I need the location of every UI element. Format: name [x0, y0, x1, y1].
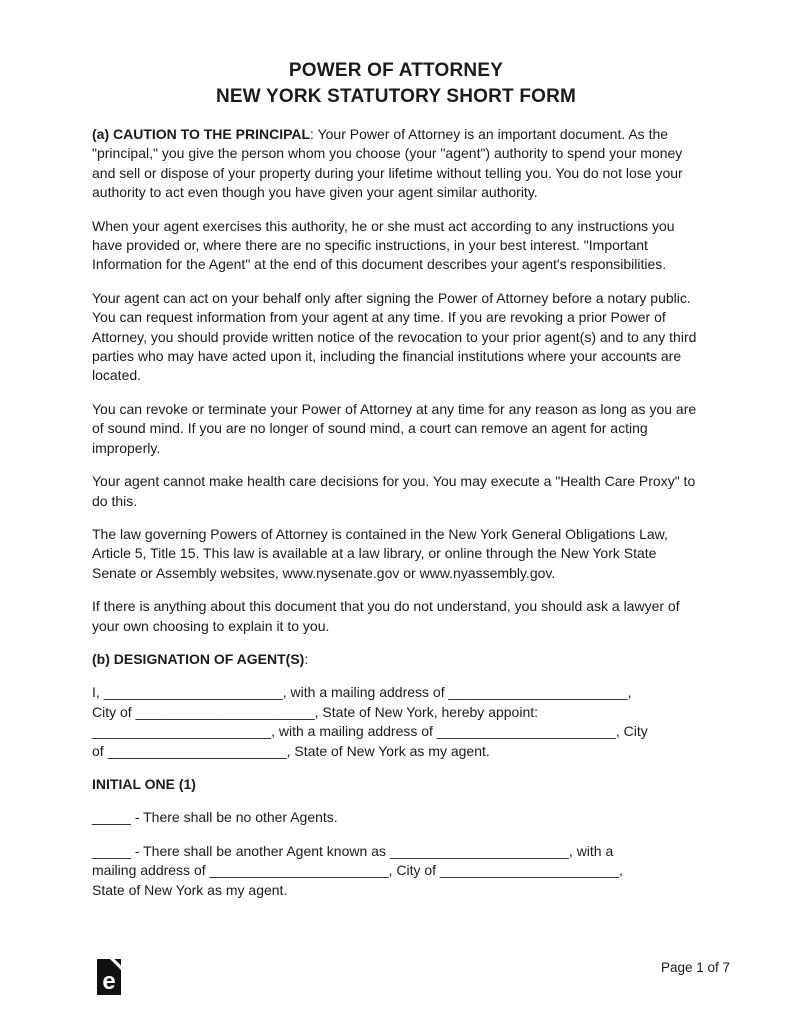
- designation-heading: [92, 650, 700, 669]
- title-line-2: NEW YORK STATUTORY SHORT FORM: [215, 86, 577, 107]
- paragraph-ask-lawyer: If there is anything about this document that you do not understand, you should ask a lawyer of your own choosing to explain it to you.: [92, 598, 680, 634]
- paragraph-notary: Your agent can act on your behalf only after signing the Power of Attorney before a notary public. You can request information from your agent at any time. If you are revoking a prior Power of Attorney, you should provide written notice of the revocation to your prior agent(s) and to any third parties who may have acted upon it, including the financial institutions where your accounts are located.: [92, 289, 697, 384]
- title-line-1: POWER OF ATTORNEY: [288, 60, 504, 81]
- caution-label: (a) CAUTION TO THE PRINCIPAL: [92, 126, 311, 142]
- option-no-other-agents: _____ - There shall be no other Agents.: [92, 809, 338, 826]
- another-agent-line-2: mailing address of _______________________, City of _______________________,: [92, 862, 623, 879]
- designation-line-3: _______________________, with a mailing address of _______________________, City: [92, 723, 648, 740]
- designation-heading-label: (b) DESIGNATION OF AGENT(S): [92, 650, 305, 667]
- option-another-agent: [92, 842, 700, 900]
- designation-line-1: I, _______________________, with a mailing address of _______________________,: [92, 684, 632, 701]
- paragraph-caution: [92, 125, 700, 203]
- another-agent-line-1: _____ - There shall be another Agent known as _______________________, with a: [92, 842, 614, 859]
- eforms-logo-icon: [97, 959, 121, 995]
- initial-one-heading: INITIAL ONE (1): [92, 775, 196, 792]
- paragraph-health-care: Your agent cannot make health care decisions for you. You may execute a "Health Care Proxy" to do this.: [92, 473, 696, 509]
- designation-line-4: of _______________________, State of New York as my agent.: [92, 742, 490, 759]
- paragraph-revoke: You can revoke or terminate your Power of Attorney at any time for any reason as long as you are of sound mind. If you are no longer of sound mind, a court can remove an agent for acting improperly.: [92, 400, 697, 456]
- document-title: [92, 58, 700, 110]
- designation-body: [92, 683, 700, 761]
- caution-text: : Your Power of Attorney is an important document. As the "principal," you give the person whom you choose (your "agent") authority to spend your money and sell or dispose of your property during your lifetime without telling you. You do not lose your authority to act even though you have given your agent similar authority.: [92, 126, 683, 201]
- paragraph-agent-duties: When your agent exercises this authority, he or she must act according to any instructions you have provided or, where there are no specific instructions, in your best interest. "Important Information for the Agent" at the end of this document describes your agent's responsibilities.: [92, 217, 675, 273]
- page-footer: [97, 959, 730, 995]
- another-agent-line-3: State of New York as my agent.: [92, 881, 288, 898]
- paragraph-governing-law: The law governing Powers of Attorney is contained in the New York General Obligations Law, Article 5, Title 15. This law is available at a law library, or online through the New York State Senate or Assembly websites, www.nysenate.gov or www.nyassembly.gov.: [92, 525, 668, 581]
- logo-letter: e: [102, 968, 116, 995]
- designation-line-2: City of _______________________, State of New York, hereby appoint:: [92, 703, 539, 720]
- designation-heading-colon: :: [304, 650, 309, 667]
- page-number: Page 1 of 7: [660, 960, 730, 975]
